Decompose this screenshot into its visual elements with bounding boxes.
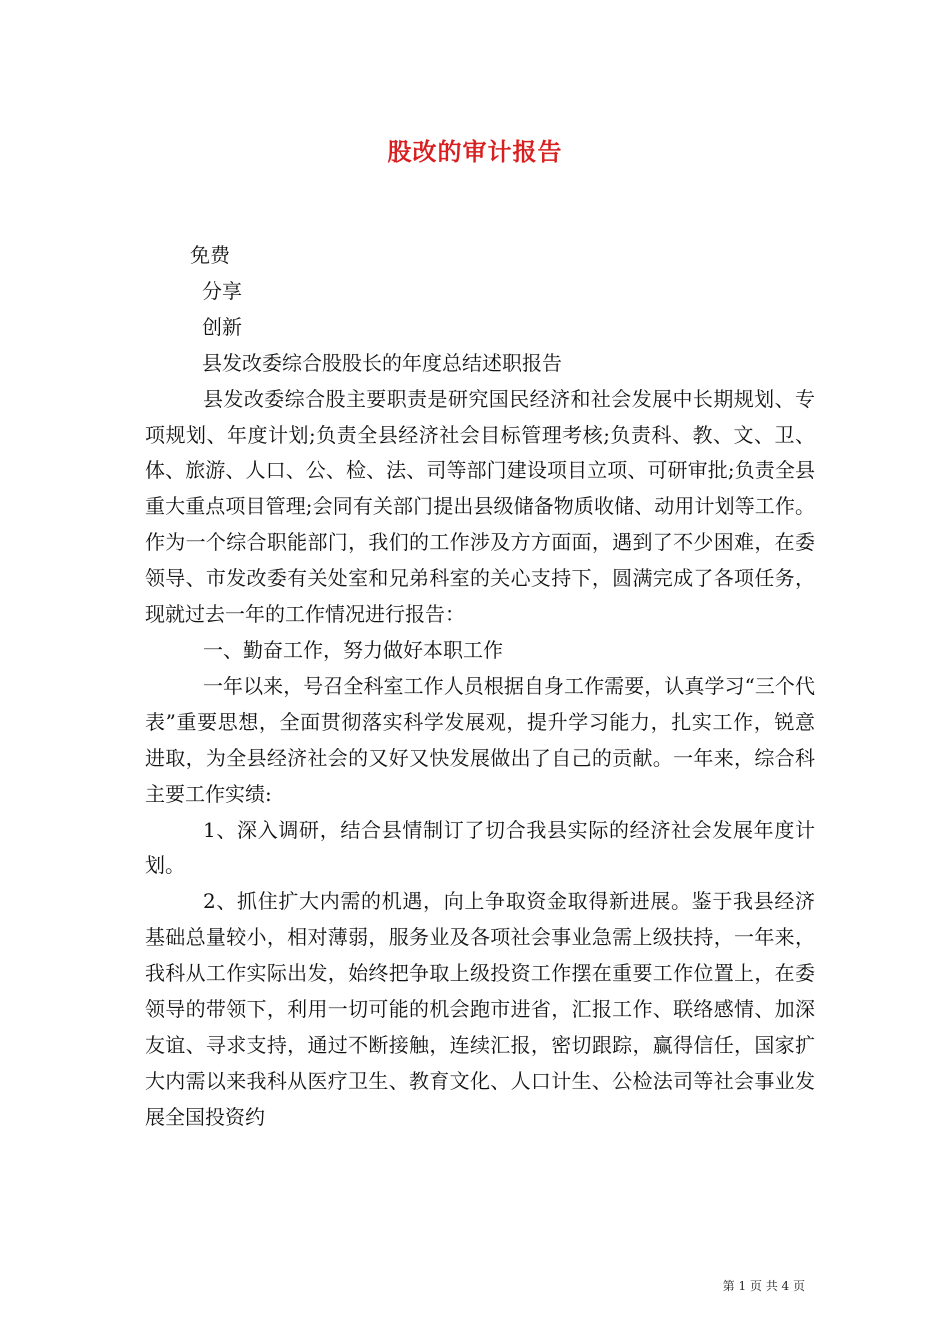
paragraph-study: 一年以来，号召全科室工作人员根据自身工作需要，认真学习“三个代表”重要思想，全面贯彻落实科学发展观，提升学习能力，扎实工作，锐意进取，为全县经济社会的又好又快发展做出了自己的贡献。一年来，综合科主要工作实绩: — [145, 673, 815, 806]
line-free: 免费 — [190, 243, 230, 267]
document-body — [145, 238, 815, 1136]
document-title: 股改的审计报告 — [387, 137, 563, 166]
section-heading-1: 一、勤奋工作，努力做好本职工作 — [203, 637, 503, 662]
paragraph-duties: 县发改委综合股主要职责是研究国民经济和社会发展中长期规划、专项规划、年度计划;负责全县经济社会目标管理考核;负责科、教、文、卫、体、旅游、人口、公、检、法、司等部门建设项目立项、可研审批;负责全县重大重点项目管理;会同有关部门提出县级储备物质收储、动用计划等工作。作为一个综合职能部门，我们的工作涉及方方面面，遇到了不少困难，在委领导、市发改委有关处室和兄弟科室的关心支持下，圆满完成了各项任务，现就过去一年的工作情况进行报告： — [145, 386, 815, 627]
line-share: 分享 — [202, 278, 242, 303]
paragraph-item-1: 1、深入调研，结合县情制订了切合我县实际的经济社会发展年度计划。 — [145, 817, 815, 878]
paragraph-item-2: 2、抓住扩大内需的机遇，向上争取资金取得新进展。鉴于我县经济基础总量较小，相对薄弱，服务业及各项社会事业急需上级扶持，一年来，我科从工作实际出发，始终把争取上级投资工作摆在重要工作位置上，在委领导的带领下，利用一切可能的机会跑市进省，汇报工作、联络感情、加深友谊、寻求支持，通过不断接触，连续汇报，密切跟踪，赢得信任，国家扩大内需以来我科从医疗卫生、教育文化、人口计生、公检法司等社会事业发展全国投资约 — [145, 889, 815, 1129]
page-number-footer: 第 1 页 共 4 页 — [722, 1279, 805, 1293]
report-subtitle: 县发改委综合股股长的年度总结述职报告 — [202, 350, 562, 375]
line-innovate: 创新 — [202, 314, 242, 339]
